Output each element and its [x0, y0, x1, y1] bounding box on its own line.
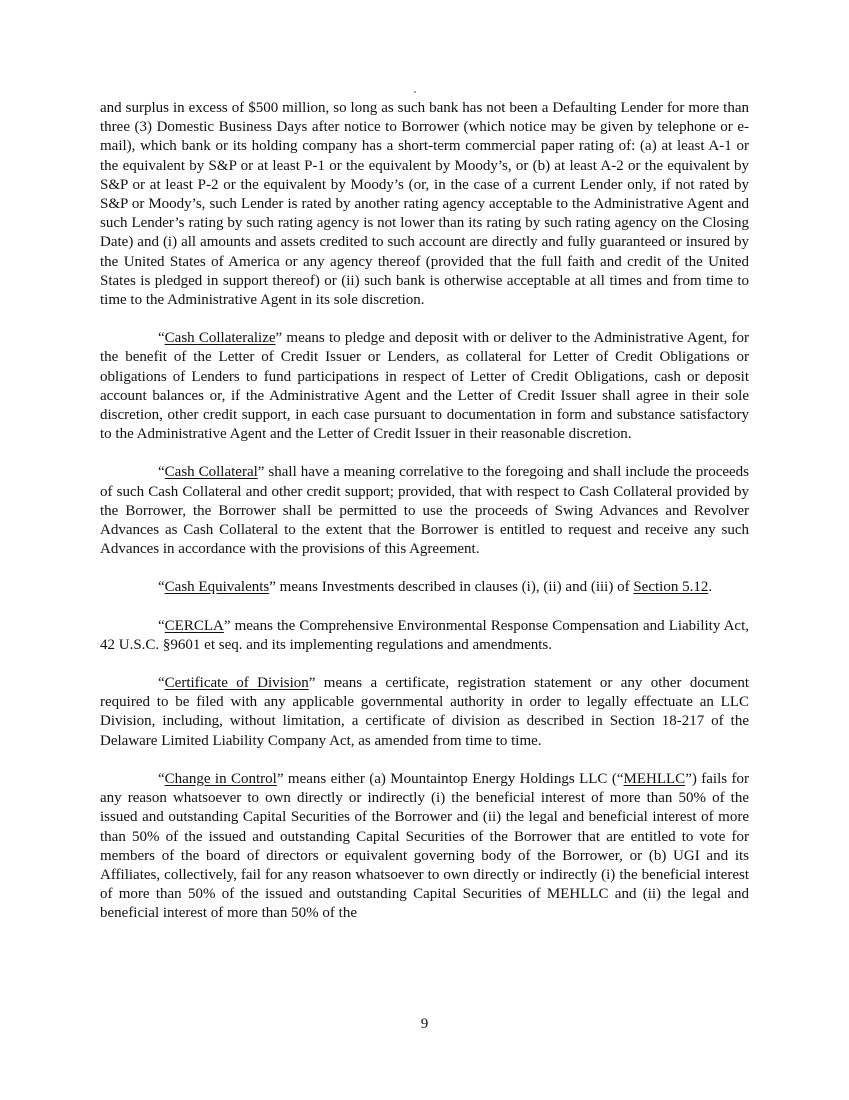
page-body: [100, 99, 749, 943]
definition-cash-collateral: “Cash Collateral” shall have a meaning correlative to the foregoing and shall include the proceeds of such Cash Collateral and other credit support; provided, that with respect to Cash Collateral provided by the Borrower, the Borrower shall be permitted to use the proceeds of Swing Advances and Revolver Advances as Cash Collateral to the extent that the Borrower is entitled to request and receive any such Advances in accordance with the provisions of this Agreement.: [100, 464, 749, 558]
definition-cash-equivalents: “Cash Equivalents” means Investments described in clauses (i), (ii) and (iii) of Section 5.12.: [158, 579, 713, 596]
defined-term-mehllc: MEHLLC: [623, 770, 686, 787]
defined-term-change-in-control: Change in Control: [164, 770, 277, 787]
scan-speck: [414, 91, 416, 93]
paragraph-cash-equivalents-bank-continuation: and surplus in excess of $500 million, so long as such bank has not been a Defaulting Lender for more than three (3) Domestic Business Days after notice to Borrower (which notice may be given by telephone or e-mail), which bank or its holding company has a short-term commercial paper rating of: (a) at least A-1 or the equivalent by S&P or at least P-1 or the equivalent by Moody’s, or (b) at least A-2 or the equivalent by S&P or at least P-2 or the equivalent by Moody’s (or, in the case of a current Lender only, if not rated by S&P or Moody’s, such Lender is rated by another rating agency acceptable to the Administrative Agent and such Lender’s rating by such rating agency is not lower than its rating by such rating agency on the Closing Date) and (i) all amounts and assets credited to such account are directly and fully guaranteed or insured by the United States of America or any agency thereof (provided that the full faith and credit of the United States is pledged in support thereof) or (ii) such bank is otherwise acceptable at all times and from time to time to the Administrative Agent in its sole discretion.: [100, 100, 749, 309]
definition-cash-collateralize: “Cash Collateralize” means to pledge and deposit with or deliver to the Administrative Agent, for the benefit of the Letter of Credit Issuer or Lenders, as collateral for Letter of Credit Obligations or obligations of Lenders to fund participations in respect of Letter of Credit Obligations, cash or deposit account balances or, if the Administrative Agent and the Letter of Credit Issuer shall agree in their sole discretion, other credit support, in each case pursuant to documentation in form and substance satisfactory to the Administrative Agent and the Letter of Credit Issuer in their reasonable discretion.: [100, 330, 749, 443]
definition-change-in-control: “Change in Control” means either (a) Mountaintop Energy Holdings LLC (“MEHLLC”) fails for any reason whatsoever to own directly or indirectly (i) the beneficial interest of more than 50% of the issued and outstanding Capital Securities of the Borrower and (ii) the legal and beneficial interest of more than 50% of the issued and outstanding Capital Securities of the Borrower that are entitled to vote for members of the board of directors or equivalent governing body of the Borrower, or (b) UGI and its Affiliates, collectively, fail for any reason whatsoever to own directly or indirectly (i) the beneficial interest of more than 50% of the issued and outstanding Capital Securities of MEHLLC and (ii) the legal and beneficial interest of more than 50% of the: [100, 770, 749, 922]
page-number: 9: [420, 1016, 429, 1032]
defined-term-cash-collateral: Cash Collateral: [164, 464, 258, 481]
defined-term-cash-equivalents: Cash Equivalents: [164, 579, 270, 596]
section-5-12-cross-reference: Section 5.12: [633, 579, 709, 596]
definition-certificate-of-division: “Certificate of Division” means a certificate, registration statement or any other document required to be filed with any applicable governmental authority in order to legally effectuate an LLC Division, including, without limitation, a certificate of division as described in Section 18-217 of the Delaware Limited Liability Company Act, as amended from time to time.: [100, 675, 750, 749]
definition-cercla: “CERCLA” means the Comprehensive Environmental Response Compensation and Liability Act, 42 U.S.C. §9601 et seq. and its implementing regulations and amendments.: [100, 617, 749, 653]
defined-term-certificate-of-division: Certificate of Division: [164, 675, 309, 692]
defined-term-cercla: CERCLA: [164, 617, 224, 634]
defined-term-cash-collateralize: Cash Collateralize: [164, 330, 276, 347]
